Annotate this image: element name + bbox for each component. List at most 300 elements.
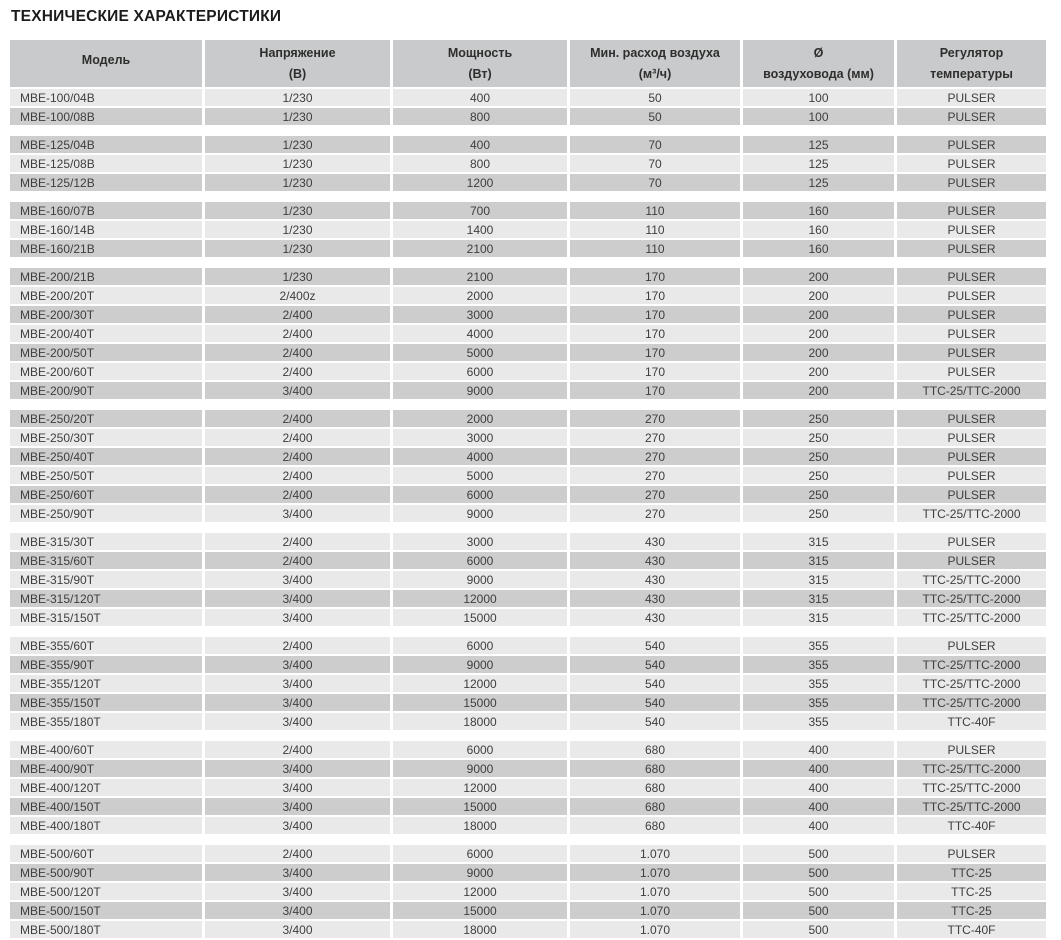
airflow-cell: 110: [570, 221, 740, 238]
voltage-cell: 3/400: [205, 798, 390, 815]
model-cell: MBE-250/60T: [10, 486, 202, 503]
airflow-cell: 170: [570, 268, 740, 285]
table-row: [10, 467, 1046, 484]
power-cell: 6000: [393, 486, 567, 503]
airflow-cell: 270: [570, 429, 740, 446]
power-cell: 3000: [393, 306, 567, 323]
regulator-cell: PULSER: [897, 533, 1046, 550]
voltage-cell: 1/230: [205, 268, 390, 285]
table-row: [10, 344, 1046, 361]
airflow-cell: 170: [570, 363, 740, 380]
diameter-cell: 400: [743, 817, 894, 834]
diameter-cell: 250: [743, 467, 894, 484]
airflow-cell: 110: [570, 240, 740, 257]
airflow-cell: 430: [570, 552, 740, 569]
model-cell: MBE-355/60T: [10, 637, 202, 654]
regulator-cell: PULSER: [897, 637, 1046, 654]
power-cell: 2100: [393, 268, 567, 285]
diameter-cell: 200: [743, 344, 894, 361]
regulator-cell: TTC-25/TTC-2000: [897, 571, 1046, 588]
group-separator: [10, 524, 1046, 531]
model-cell: MBE-160/07B: [10, 202, 202, 219]
model-cell: MBE-355/180T: [10, 713, 202, 730]
regulator-cell: TTC-25/TTC-2000: [897, 760, 1046, 777]
voltage-cell: 1/230: [205, 89, 390, 106]
table-row: [10, 760, 1046, 777]
diameter-cell: 250: [743, 429, 894, 446]
airflow-cell: 1.070: [570, 883, 740, 900]
power-cell: 5000: [393, 467, 567, 484]
model-cell: MBE-100/04B: [10, 89, 202, 106]
group-separator-cell: [10, 193, 1046, 200]
power-cell: 3000: [393, 429, 567, 446]
regulator-cell: TTC-25/TTC-2000: [897, 382, 1046, 399]
diameter-cell: 200: [743, 363, 894, 380]
diameter-cell: 160: [743, 202, 894, 219]
power-cell: 15000: [393, 609, 567, 626]
airflow-cell: 680: [570, 817, 740, 834]
diameter-cell: 160: [743, 221, 894, 238]
airflow-cell: 170: [570, 382, 740, 399]
airflow-cell: 540: [570, 637, 740, 654]
model-cell: MBE-400/150T: [10, 798, 202, 815]
power-cell: 9000: [393, 656, 567, 673]
regulator-cell: TTC-40F: [897, 921, 1046, 938]
airflow-cell: 170: [570, 344, 740, 361]
page-title: ТЕХНИЧЕСКИЕ ХАРАКТЕРИСТИКИ: [11, 8, 282, 25]
model-cell: MBE-500/150T: [10, 902, 202, 919]
model-cell: MBE-500/180T: [10, 921, 202, 938]
group-separator: [10, 401, 1046, 408]
diameter-cell: 315: [743, 571, 894, 588]
regulator-cell: PULSER: [897, 221, 1046, 238]
model-cell: MBE-100/08B: [10, 108, 202, 125]
voltage-cell: 1/230: [205, 108, 390, 125]
table-row: [10, 571, 1046, 588]
regulator-cell: PULSER: [897, 410, 1046, 427]
regulator-cell: PULSER: [897, 155, 1046, 172]
regulator-cell: PULSER: [897, 306, 1046, 323]
airflow-cell: 170: [570, 306, 740, 323]
power-cell: 6000: [393, 363, 567, 380]
col-header-regulator: [897, 40, 1046, 87]
group-separator: [10, 193, 1046, 200]
airflow-cell: 110: [570, 202, 740, 219]
airflow-cell: 540: [570, 656, 740, 673]
airflow-cell: 540: [570, 675, 740, 692]
power-cell: 800: [393, 155, 567, 172]
power-cell: 2000: [393, 287, 567, 304]
regulator-cell: TTC-25: [897, 883, 1046, 900]
model-cell: MBE-500/60T: [10, 845, 202, 862]
power-cell: 18000: [393, 713, 567, 730]
power-cell: 9000: [393, 760, 567, 777]
diameter-cell: 355: [743, 637, 894, 654]
power-cell: 18000: [393, 921, 567, 938]
airflow-cell: 680: [570, 760, 740, 777]
table-row: [10, 505, 1046, 522]
power-cell: 1200: [393, 174, 567, 191]
diameter-cell: 125: [743, 174, 894, 191]
diameter-cell: 200: [743, 382, 894, 399]
airflow-cell: 270: [570, 467, 740, 484]
table-row: [10, 136, 1046, 153]
regulator-cell: TTC-40F: [897, 713, 1046, 730]
group-separator-cell: [10, 628, 1046, 635]
diameter-cell: 400: [743, 779, 894, 796]
voltage-cell: 2/400z: [205, 287, 390, 304]
model-cell: MBE-125/12B: [10, 174, 202, 191]
diameter-cell: 250: [743, 505, 894, 522]
table-row: [10, 921, 1046, 938]
model-cell: MBE-500/90T: [10, 864, 202, 881]
col-header-line: Регулятор: [939, 45, 1004, 60]
table-row: [10, 694, 1046, 711]
regulator-cell: TTC-25/TTC-2000: [897, 798, 1046, 815]
power-cell: 4000: [393, 448, 567, 465]
regulator-cell: TTC-25: [897, 902, 1046, 919]
voltage-cell: 3/400: [205, 609, 390, 626]
voltage-cell: 3/400: [205, 921, 390, 938]
table-row: [10, 155, 1046, 172]
voltage-cell: 3/400: [205, 382, 390, 399]
model-cell: MBE-355/120T: [10, 675, 202, 692]
col-header-line: Мин. расход воздуха: [590, 45, 720, 60]
table-row: [10, 221, 1046, 238]
power-cell: 12000: [393, 883, 567, 900]
power-cell: 15000: [393, 798, 567, 815]
table-row: [10, 741, 1046, 758]
model-cell: MBE-400/180T: [10, 817, 202, 834]
airflow-cell: 70: [570, 174, 740, 191]
diameter-cell: 250: [743, 486, 894, 503]
voltage-cell: 1/230: [205, 202, 390, 219]
voltage-cell: 2/400: [205, 344, 390, 361]
group-separator-cell: [10, 127, 1046, 134]
voltage-cell: 1/230: [205, 240, 390, 257]
airflow-cell: 70: [570, 155, 740, 172]
col-header-line: (Вт): [468, 66, 492, 81]
regulator-cell: TTC-25/TTC-2000: [897, 505, 1046, 522]
table-row: [10, 609, 1046, 626]
diameter-cell: 355: [743, 694, 894, 711]
table-row: [10, 590, 1046, 607]
table-row: [10, 89, 1046, 106]
voltage-cell: 3/400: [205, 902, 390, 919]
col-header-power: [393, 40, 567, 87]
table-row: [10, 845, 1046, 862]
col-header-line: Напряжение: [259, 45, 336, 60]
airflow-cell: 270: [570, 448, 740, 465]
model-cell: MBE-250/20T: [10, 410, 202, 427]
airflow-cell: 430: [570, 590, 740, 607]
voltage-cell: 2/400: [205, 486, 390, 503]
airflow-cell: 430: [570, 571, 740, 588]
spec-table-body: [10, 89, 1046, 938]
voltage-cell: 1/230: [205, 155, 390, 172]
power-cell: 18000: [393, 817, 567, 834]
airflow-cell: 70: [570, 136, 740, 153]
model-cell: MBE-125/04B: [10, 136, 202, 153]
voltage-cell: 3/400: [205, 864, 390, 881]
voltage-cell: 3/400: [205, 883, 390, 900]
voltage-cell: 2/400: [205, 741, 390, 758]
group-separator: [10, 628, 1046, 635]
diameter-cell: 200: [743, 287, 894, 304]
model-cell: MBE-200/20T: [10, 287, 202, 304]
regulator-cell: TTC-25/TTC-2000: [897, 590, 1046, 607]
diameter-cell: 400: [743, 741, 894, 758]
table-row: [10, 325, 1046, 342]
model-cell: MBE-400/120T: [10, 779, 202, 796]
airflow-cell: 540: [570, 694, 740, 711]
regulator-cell: TTC-25/TTC-2000: [897, 656, 1046, 673]
diameter-cell: 315: [743, 552, 894, 569]
voltage-cell: 2/400: [205, 448, 390, 465]
diameter-cell: 355: [743, 713, 894, 730]
voltage-cell: 3/400: [205, 817, 390, 834]
voltage-cell: 3/400: [205, 505, 390, 522]
diameter-cell: 500: [743, 921, 894, 938]
diameter-cell: 500: [743, 902, 894, 919]
power-cell: 6000: [393, 845, 567, 862]
voltage-cell: 3/400: [205, 713, 390, 730]
voltage-cell: 3/400: [205, 571, 390, 588]
regulator-cell: TTC-25: [897, 864, 1046, 881]
airflow-cell: 270: [570, 410, 740, 427]
col-header-line: (В): [288, 66, 307, 81]
table-row: [10, 656, 1046, 673]
table-row: [10, 864, 1046, 881]
voltage-cell: 2/400: [205, 429, 390, 446]
voltage-cell: 2/400: [205, 637, 390, 654]
voltage-cell: 1/230: [205, 221, 390, 238]
regulator-cell: PULSER: [897, 136, 1046, 153]
table-row: [10, 798, 1046, 815]
diameter-cell: 315: [743, 590, 894, 607]
col-header-voltage: [205, 40, 390, 87]
regulator-cell: PULSER: [897, 268, 1046, 285]
table-row: [10, 174, 1046, 191]
table-row: [10, 410, 1046, 427]
voltage-cell: 3/400: [205, 694, 390, 711]
model-cell: MBE-125/08B: [10, 155, 202, 172]
power-cell: 6000: [393, 637, 567, 654]
voltage-cell: 2/400: [205, 410, 390, 427]
power-cell: 700: [393, 202, 567, 219]
col-header-line: температуры: [930, 66, 1013, 81]
model-cell: MBE-200/21B: [10, 268, 202, 285]
table-row: [10, 637, 1046, 654]
table-row: [10, 552, 1046, 569]
regulator-cell: PULSER: [897, 363, 1046, 380]
model-cell: MBE-160/21B: [10, 240, 202, 257]
model-cell: MBE-250/40T: [10, 448, 202, 465]
table-row: [10, 902, 1046, 919]
model-cell: MBE-315/30T: [10, 533, 202, 550]
power-cell: 400: [393, 89, 567, 106]
power-cell: 6000: [393, 741, 567, 758]
regulator-cell: TTC-25/TTC-2000: [897, 675, 1046, 692]
airflow-cell: 1.070: [570, 902, 740, 919]
diameter-cell: 250: [743, 448, 894, 465]
table-row: [10, 713, 1046, 730]
regulator-cell: PULSER: [897, 240, 1046, 257]
table-row: [10, 382, 1046, 399]
model-cell: MBE-315/120T: [10, 590, 202, 607]
voltage-cell: 2/400: [205, 845, 390, 862]
voltage-cell: 2/400: [205, 325, 390, 342]
table-row: [10, 202, 1046, 219]
voltage-cell: 3/400: [205, 656, 390, 673]
col-header-line: Модель: [81, 53, 131, 67]
regulator-cell: PULSER: [897, 202, 1046, 219]
model-cell: MBE-200/60T: [10, 363, 202, 380]
airflow-cell: 680: [570, 798, 740, 815]
col-header-airflow: [570, 40, 740, 87]
model-cell: MBE-400/90T: [10, 760, 202, 777]
voltage-cell: 2/400: [205, 552, 390, 569]
diameter-cell: 100: [743, 108, 894, 125]
airflow-cell: 430: [570, 533, 740, 550]
regulator-cell: PULSER: [897, 552, 1046, 569]
col-header-line: воздуховода (мм): [763, 66, 874, 81]
regulator-cell: PULSER: [897, 89, 1046, 106]
diameter-cell: 500: [743, 845, 894, 862]
diameter-cell: 315: [743, 533, 894, 550]
airflow-cell: 270: [570, 505, 740, 522]
regulator-cell: PULSER: [897, 174, 1046, 191]
model-cell: MBE-400/60T: [10, 741, 202, 758]
airflow-cell: 270: [570, 486, 740, 503]
diameter-cell: 400: [743, 798, 894, 815]
regulator-cell: PULSER: [897, 325, 1046, 342]
regulator-cell: TTC-25/TTC-2000: [897, 779, 1046, 796]
power-cell: 12000: [393, 779, 567, 796]
power-cell: 15000: [393, 902, 567, 919]
voltage-cell: 2/400: [205, 363, 390, 380]
power-cell: 3000: [393, 533, 567, 550]
regulator-cell: PULSER: [897, 741, 1046, 758]
col-header-line: (м³/ч): [638, 66, 672, 81]
regulator-cell: PULSER: [897, 845, 1046, 862]
model-cell: MBE-200/30T: [10, 306, 202, 323]
col-header-duct-diameter: [743, 40, 894, 87]
regulator-cell: PULSER: [897, 344, 1046, 361]
airflow-cell: 1.070: [570, 921, 740, 938]
table-row: [10, 486, 1046, 503]
group-separator: [10, 259, 1046, 266]
diameter-cell: 125: [743, 136, 894, 153]
power-cell: 15000: [393, 694, 567, 711]
airflow-cell: 1.070: [570, 845, 740, 862]
regulator-cell: PULSER: [897, 486, 1046, 503]
diameter-cell: 100: [743, 89, 894, 106]
diameter-cell: 200: [743, 306, 894, 323]
power-cell: 2000: [393, 410, 567, 427]
diameter-cell: 160: [743, 240, 894, 257]
airflow-cell: 680: [570, 779, 740, 796]
voltage-cell: 1/230: [205, 136, 390, 153]
regulator-cell: TTC-25/TTC-2000: [897, 694, 1046, 711]
table-row: [10, 533, 1046, 550]
group-separator-cell: [10, 732, 1046, 739]
group-separator-cell: [10, 524, 1046, 531]
regulator-cell: TTC-25/TTC-2000: [897, 609, 1046, 626]
power-cell: 5000: [393, 344, 567, 361]
model-cell: MBE-250/30T: [10, 429, 202, 446]
power-cell: 2100: [393, 240, 567, 257]
regulator-cell: PULSER: [897, 287, 1046, 304]
airflow-cell: 430: [570, 609, 740, 626]
model-cell: MBE-355/90T: [10, 656, 202, 673]
col-header-model: [10, 40, 202, 87]
group-separator: [10, 836, 1046, 843]
voltage-cell: 3/400: [205, 675, 390, 692]
model-cell: MBE-250/90T: [10, 505, 202, 522]
group-separator: [10, 732, 1046, 739]
airflow-cell: 680: [570, 741, 740, 758]
model-cell: MBE-200/50T: [10, 344, 202, 361]
table-row: [10, 675, 1046, 692]
regulator-cell: TTC-40F: [897, 817, 1046, 834]
diameter-cell: 500: [743, 883, 894, 900]
table-row: [10, 448, 1046, 465]
regulator-cell: PULSER: [897, 467, 1046, 484]
model-cell: MBE-500/120T: [10, 883, 202, 900]
airflow-cell: 1.070: [570, 864, 740, 881]
regulator-cell: PULSER: [897, 108, 1046, 125]
table-row: [10, 779, 1046, 796]
col-header-line: Ø: [813, 45, 824, 60]
group-separator-cell: [10, 836, 1046, 843]
voltage-cell: 1/230: [205, 174, 390, 191]
table-row: [10, 240, 1046, 257]
voltage-cell: 2/400: [205, 533, 390, 550]
regulator-cell: PULSER: [897, 429, 1046, 446]
model-cell: MBE-200/90T: [10, 382, 202, 399]
table-row: [10, 268, 1046, 285]
power-cell: 12000: [393, 675, 567, 692]
airflow-cell: 50: [570, 108, 740, 125]
power-cell: 9000: [393, 864, 567, 881]
table-row: [10, 429, 1046, 446]
model-cell: MBE-315/60T: [10, 552, 202, 569]
diameter-cell: 200: [743, 325, 894, 342]
diameter-cell: 400: [743, 760, 894, 777]
power-cell: 12000: [393, 590, 567, 607]
diameter-cell: 250: [743, 410, 894, 427]
power-cell: 6000: [393, 552, 567, 569]
airflow-cell: 50: [570, 89, 740, 106]
model-cell: MBE-315/90T: [10, 571, 202, 588]
power-cell: 400: [393, 136, 567, 153]
model-cell: MBE-250/50T: [10, 467, 202, 484]
diameter-cell: 355: [743, 675, 894, 692]
group-separator-cell: [10, 259, 1046, 266]
airflow-cell: 540: [570, 713, 740, 730]
power-cell: 4000: [393, 325, 567, 342]
voltage-cell: 3/400: [205, 590, 390, 607]
group-separator-cell: [10, 401, 1046, 408]
power-cell: 9000: [393, 571, 567, 588]
regulator-cell: PULSER: [897, 448, 1046, 465]
power-cell: 9000: [393, 505, 567, 522]
table-row: [10, 817, 1046, 834]
table-row: [10, 306, 1046, 323]
table-row: [10, 108, 1046, 125]
table-row: [10, 287, 1046, 304]
